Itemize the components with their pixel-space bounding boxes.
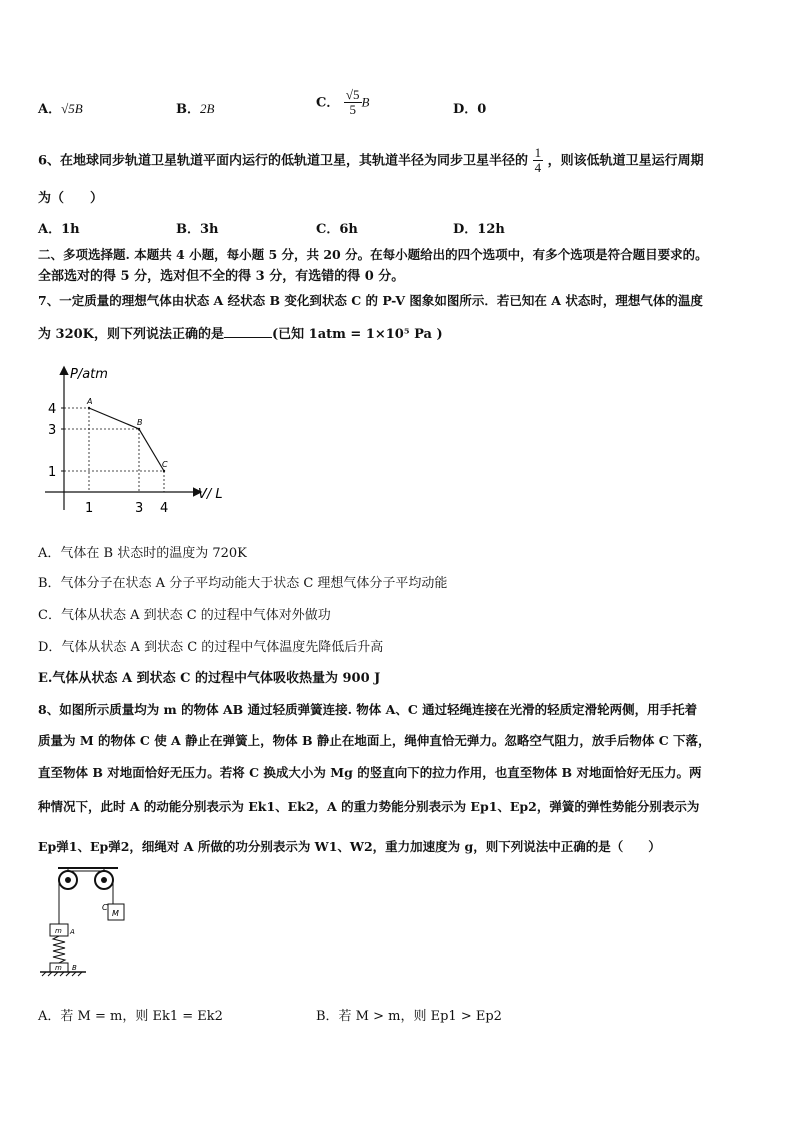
x-axis-label: V/ L xyxy=(198,487,223,502)
block-b-mass: m xyxy=(55,964,62,972)
q6-option-d: D．12h xyxy=(453,222,505,237)
pv-point xyxy=(88,407,90,409)
q7-option-a: A．气体在 B 状态时的温度为 720K xyxy=(38,546,247,561)
q8-stem-line4: 种情况下，此时 A 的动能分别表示为 Ek1、Ek2，A 的重力势能分别表示为 Ep1、Ep2，弹簧的弹性势能分别表示为 xyxy=(38,799,700,814)
figure-label-b: B xyxy=(72,964,77,972)
y-tick-label: 3 xyxy=(48,423,57,438)
q6-option-a: A．1h xyxy=(38,222,80,237)
q8-stem-line3: 直至物体 B 对地面恰好无压力。若将 C 换成大小为 Mg 的竖直向下的拉力作用，也直至物体 B 对地面恰好无压力。两 xyxy=(38,765,702,780)
q8-stem-line5: Ep弹1、Ep弹2，细绳对 A 所做的功分别表示为 W1、W2，重力加速度为 g，则下列说法中正确的是（ ） xyxy=(38,839,661,854)
q7-stem-line1: 7、一定质量的理想气体由状态 A 经状态 B 变化到状态 C 的 P-V 图象如图所示．若已知在 A 状态时，理想气体的温度 xyxy=(38,293,703,308)
q5-option-b: B．2B xyxy=(176,101,215,117)
q8-stem-line1: 8、如图所示质量均为 m 的物体 AB 通过轻质弹簧连接. 物体 A、C 通过轻绳连接在光滑的轻质定滑轮两侧，用手托着 xyxy=(38,702,698,717)
q7-option-c: C．气体从状态 A 到状态 C 的过程中气体对外做功 xyxy=(38,608,331,623)
q6-option-c: C．6h xyxy=(316,222,358,237)
q8-option-b: B．若 M > m，则 Ep1 > Ep2 xyxy=(316,1009,502,1024)
section2-line2: 全部选对的得 5 分，选对但不全的得 3 分，有选错的得 0 分。 xyxy=(38,269,405,284)
q7-option-e: E.气体从状态 A 到状态 C 的过程中气体吸收热量为 900 J xyxy=(38,671,381,686)
pv-series-line xyxy=(89,408,164,471)
spring-icon xyxy=(53,936,65,963)
q5-option-c-fraction: $\frac{√5}{5}$ xyxy=(345,87,360,118)
q6-stem-line2: 为（ ） xyxy=(38,191,104,206)
q7-option-d: D．气体从状态 A 到状态 C 的过程中气体温度先降低后升高 xyxy=(38,640,384,655)
block-a-mass: m xyxy=(55,927,62,935)
block-c-mass: M xyxy=(112,909,119,918)
q5-option-a: A．√5B xyxy=(38,101,83,117)
q6-fraction: $\frac{1}{4}$ xyxy=(534,145,542,176)
figure-label-c: C xyxy=(102,903,108,912)
x-tick-label: 4 xyxy=(160,501,169,516)
q7-stem-line2: 为 320K，则下列说法正确的是 (已知 1atm = 1×10⁵ Pa ) xyxy=(38,327,443,342)
q5-option-d: D．0 xyxy=(453,102,487,117)
q6-option-b: B．3h xyxy=(176,222,219,237)
pv-point xyxy=(138,428,140,430)
point-label: A xyxy=(87,397,93,406)
q8-stem-line2: 质量为 M 的物体 C 使 A 静止在弹簧上，物体 B 静止在地面上，绳伸直恰无弹力。忽略空气阻力，放手后物体 C 下落， xyxy=(38,733,711,748)
pv-point xyxy=(163,470,165,472)
section2-line1: 二、多项选择题. 本题共 4 小题，每小题 5 分，共 20 分。在每小题给出的四个选项中，有多个选项是符合题目要求的。 xyxy=(38,247,708,262)
point-label: C xyxy=(162,460,168,469)
y-tick-label: 1 xyxy=(48,465,57,480)
pulley-spring-figure xyxy=(38,862,148,977)
y-axis-label: P/atm xyxy=(70,367,108,382)
q5-option-c: C． $\frac{√5}{5}$ B xyxy=(316,87,370,118)
pv-graph xyxy=(40,360,240,520)
x-tick-label: 3 xyxy=(135,501,144,516)
figure-label-a: A xyxy=(70,928,75,936)
x-tick-label: 1 xyxy=(85,501,94,516)
point-label: B xyxy=(137,418,143,427)
answer-blank xyxy=(224,325,272,338)
y-tick-label: 4 xyxy=(48,402,57,417)
q8-option-a: A．若 M = m，则 Ek1 = Ek2 xyxy=(38,1009,223,1024)
q6-stem: 6、在地球同步轨道卫星轨道平面内运行的低轨道卫星，其轨道半径为同步卫星半径的 $\frac{1}{4}$ ，则该低轨道卫星运行周期 xyxy=(38,145,704,176)
q7-option-b: B．气体分子在状态 A 分子平均动能大于状态 C 理想气体分子平均动能 xyxy=(38,576,448,591)
